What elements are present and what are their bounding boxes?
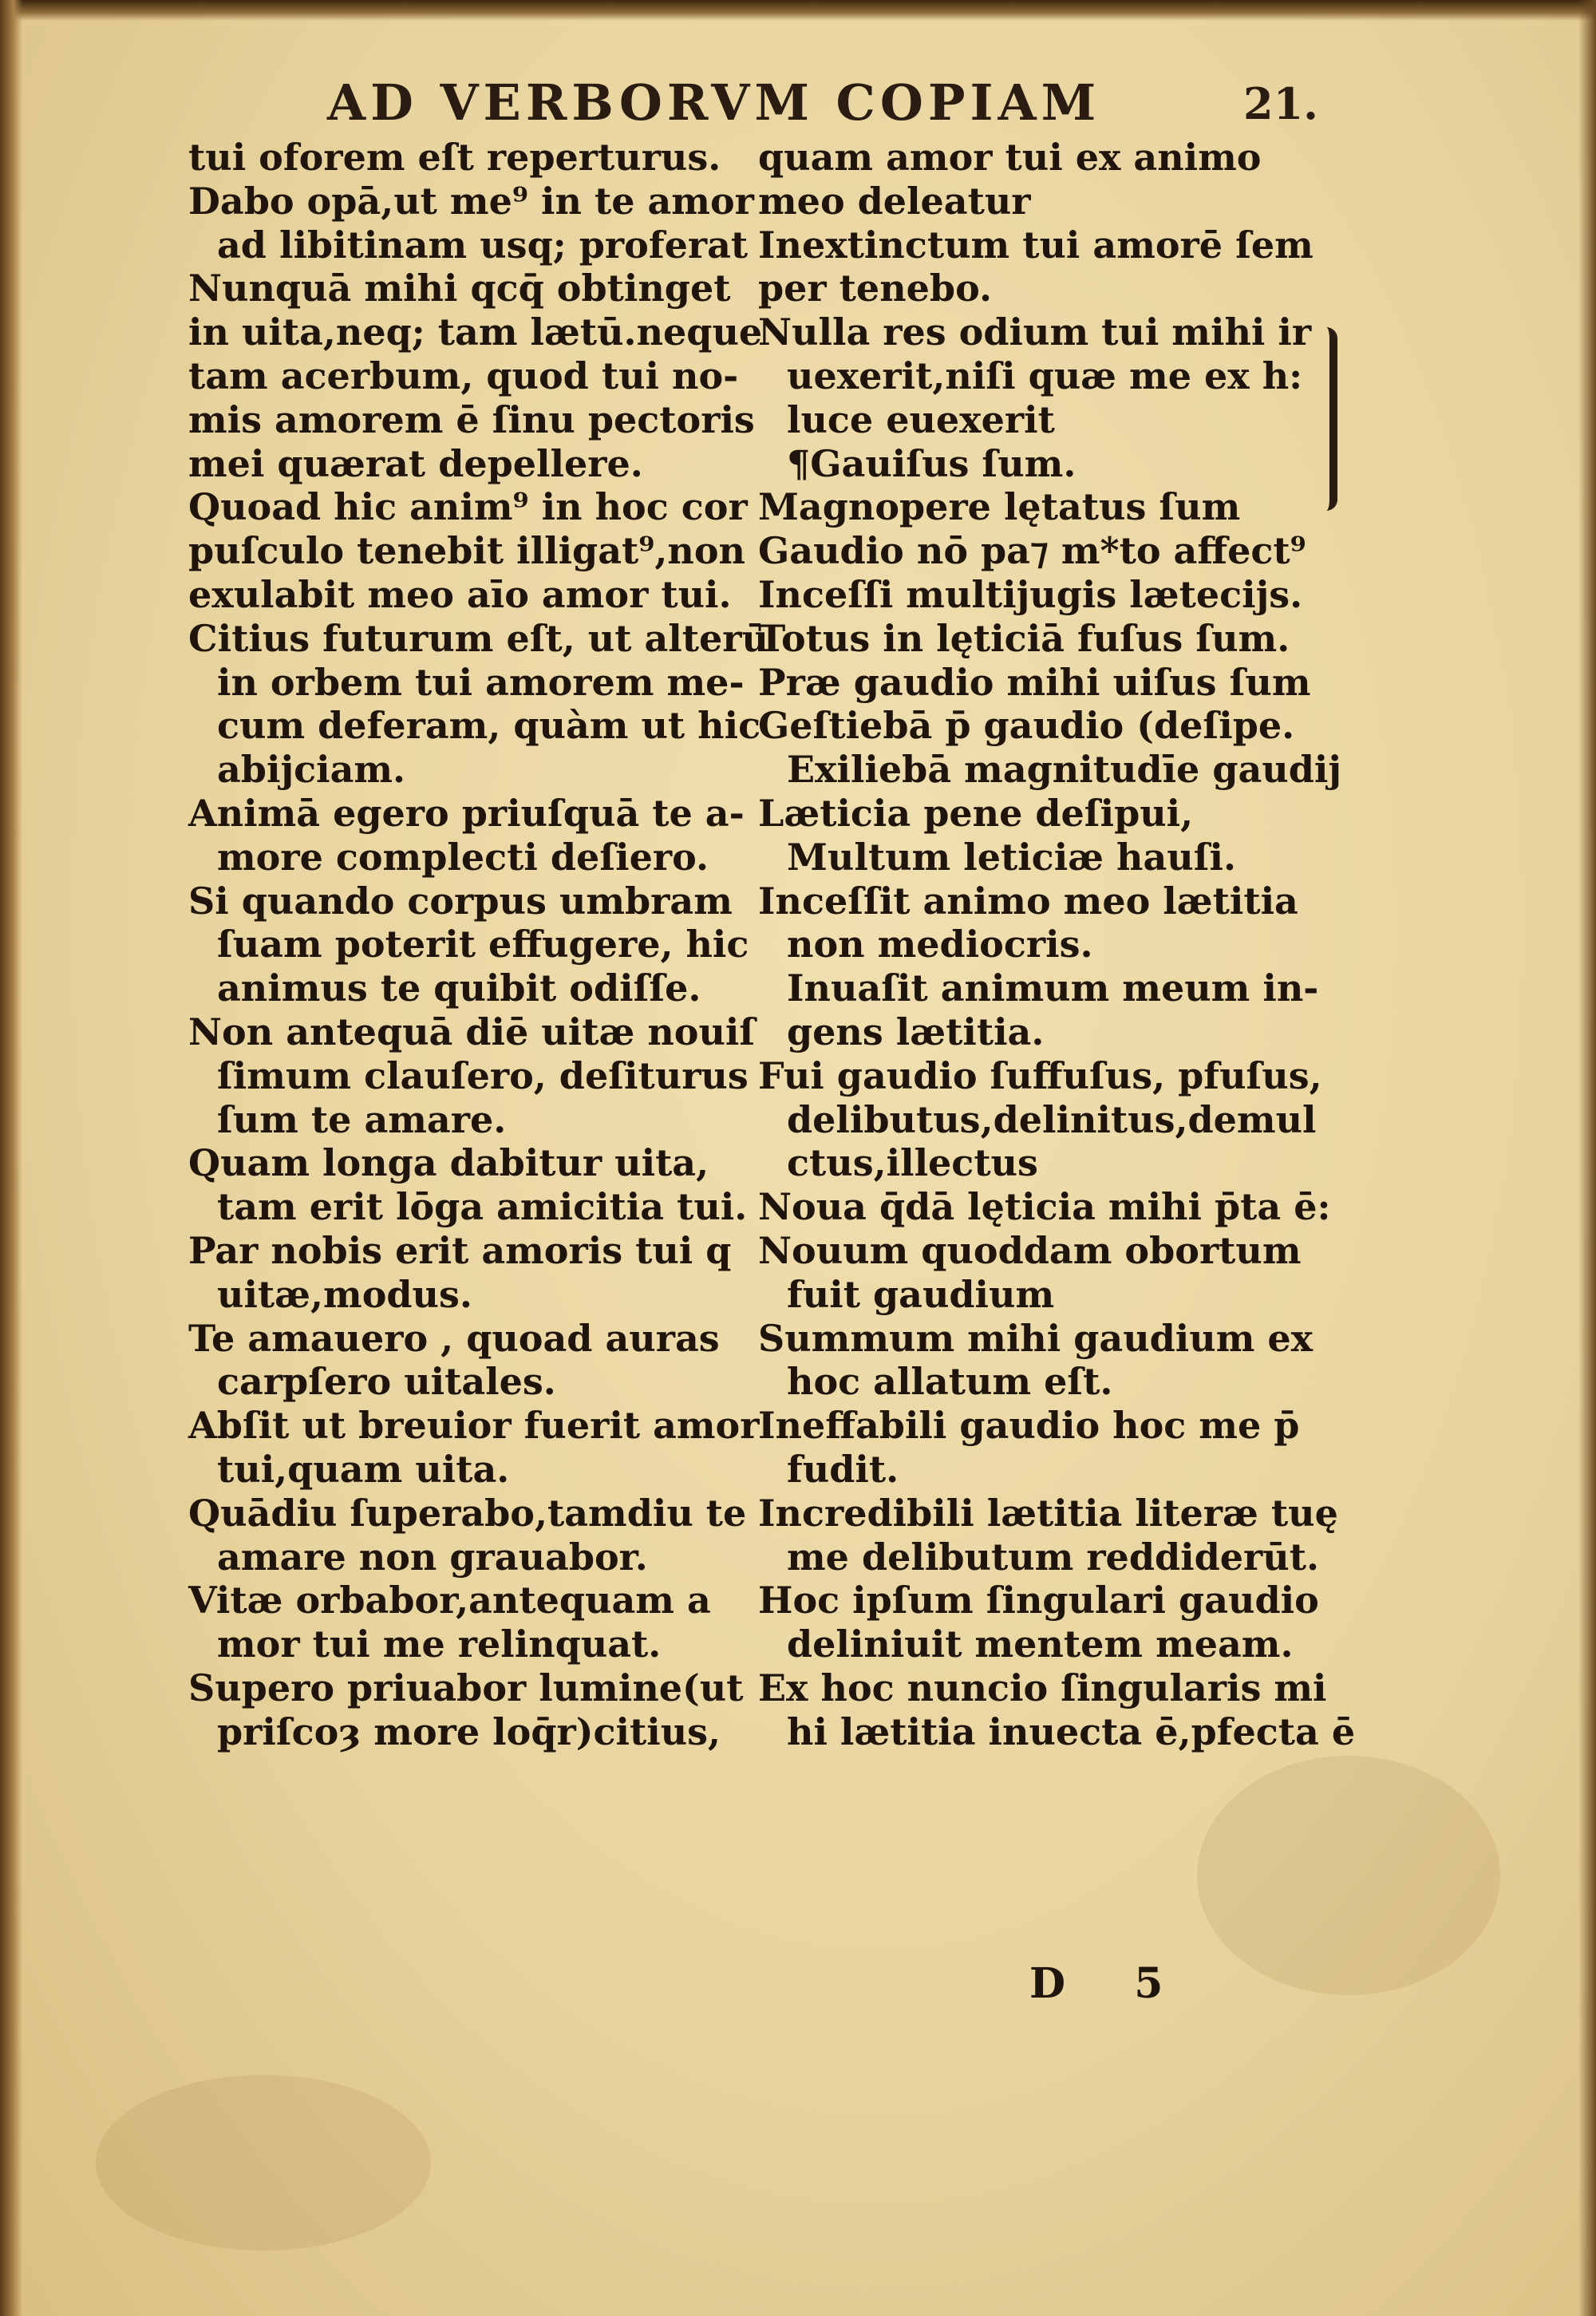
- text-line: Nunquā mihi qcq̄ obtinget: [188, 267, 731, 310]
- text-line: tui,quam uita.: [217, 1447, 510, 1491]
- text-line: Fui gaudio ſuffuſus, pfuſus,: [758, 1053, 1322, 1097]
- text-line: ſuam poterit effugere, hic: [217, 923, 749, 966]
- text-line: Noua q̄dā lęticia mihi p̄ta ē:: [758, 1185, 1331, 1229]
- text-line: Inextinctum tui amorē ſem: [758, 223, 1314, 267]
- text-line: ¶Gauiſus ſum.: [787, 441, 1077, 485]
- text-line: Geſtiebā p̄ gaudio (deſipe.: [758, 704, 1295, 748]
- text-line: Non antequā diē uitæ nouiſ: [188, 1010, 756, 1053]
- text-line: Incredibili lætitia literæ tuę: [758, 1491, 1338, 1535]
- text-line: Te amauero , quoad auras: [188, 1316, 720, 1360]
- text-line: ctus,illectus: [787, 1141, 1038, 1185]
- text-line: exulabit meo aīo amor tui.: [188, 572, 732, 616]
- text-line: Præ gaudio mihi uiſus ſum: [758, 660, 1311, 704]
- text-line: hi lætitia inuecta ē,pfecta ē: [787, 1709, 1356, 1753]
- text-line: in uita,neq; tam lætū.neque: [188, 310, 763, 354]
- text-line: Citius futurum eſt, ut alterū: [188, 616, 768, 660]
- text-line: Quam longa dabitur uita,: [188, 1141, 709, 1185]
- text-line: uitæ,modus.: [217, 1272, 472, 1316]
- text-line: cum deferam, quàm ut hic: [217, 704, 761, 748]
- text-line: non mediocris.: [787, 923, 1093, 966]
- text-line: Multum leticiæ hauſi.: [787, 835, 1237, 879]
- page-number: 21.: [1243, 78, 1318, 129]
- text-line: mei quærat depellere.: [188, 441, 643, 485]
- text-line: Hoc ipſum ſingulari gaudio: [758, 1579, 1319, 1622]
- text-line: ſimum clauſero, deſiturus: [217, 1053, 749, 1097]
- paper-stain: [96, 2075, 431, 2251]
- text-line: delibutus,delinitus,demul: [787, 1097, 1317, 1141]
- text-line: ſum te amare.: [217, 1097, 507, 1141]
- text-line: Quoad hic anim⁹ in hoc cor: [188, 485, 748, 529]
- text-line: Si quando corpus umbram: [188, 879, 733, 923]
- text-line: Gaudio nō pa⁊ m*to affect⁹: [758, 529, 1306, 573]
- page-right-edge: [1578, 0, 1596, 2316]
- text-line: Summum mihi gaudium ex: [758, 1316, 1314, 1360]
- text-line: tam acerbum, quod tui no-: [188, 354, 739, 397]
- text-line: Par nobis erit amoris tui q: [188, 1228, 732, 1272]
- text-line: Exiliebā magnitudīe gaudij: [787, 748, 1342, 792]
- text-line: puſculo tenebit illigat⁹,non: [188, 529, 745, 573]
- text-line: Dabo opā,ut me⁹ in te amor: [188, 179, 754, 223]
- text-line: deliniuit mentem meam.: [787, 1622, 1294, 1666]
- text-line: tui oforem eſt reperturus.: [188, 136, 721, 179]
- text-line: Inuaſit animum meum in-: [787, 966, 1319, 1010]
- running-title: AD VERBORVM COPIAM: [327, 73, 1101, 132]
- text-line: hoc allatum eſt.: [787, 1360, 1113, 1404]
- text-line: Ex hoc nuncio ſingularis mi: [758, 1666, 1327, 1709]
- text-line: uexerit,niſi quæ me ex h:: [787, 354, 1303, 397]
- text-line: Ineffabili gaudio hoc me p̄: [758, 1404, 1300, 1448]
- text-line: quam amor tui ex animo: [758, 136, 1262, 179]
- margin-bracket: [1315, 327, 1337, 511]
- paper-stain: [1197, 1756, 1500, 1995]
- text-line: Totus in lęticiā fuſus ſum.: [758, 616, 1290, 660]
- text-line: abijciam.: [217, 748, 406, 792]
- right-column: [758, 136, 1412, 1753]
- page-binding-edge: [0, 0, 22, 2316]
- text-line: me delibutum reddiderūt.: [787, 1535, 1319, 1579]
- text-line: Quādiu ſuperabo,tamdiu te: [188, 1491, 747, 1535]
- page-top-edge: [0, 0, 1596, 21]
- text-line: Nouum quoddam obortum: [758, 1228, 1302, 1272]
- text-line: priſcoȝ more loq̄r)citius,: [217, 1709, 721, 1753]
- running-head: [0, 73, 1596, 132]
- text-line: Animā egero priuſquā te a-: [188, 791, 745, 835]
- text-line: in orbem tui amorem me-: [217, 660, 745, 704]
- text-line: Læticia pene deſipui,: [758, 791, 1194, 835]
- text-line: carpſero uitales.: [217, 1360, 556, 1404]
- text-line: Magnopere lętatus ſum: [758, 485, 1241, 529]
- text-line: per tenebo.: [758, 267, 992, 310]
- text-line: Inceſſi multijugis lætecijs.: [758, 572, 1303, 616]
- text-line: animus te quibit odiſſe.: [217, 966, 701, 1010]
- text-line: tam erit lōga amicitia tui.: [217, 1185, 748, 1229]
- text-line: Inceſſit animo meo lætitia: [758, 879, 1298, 923]
- text-line: meo deleatur: [758, 179, 1031, 223]
- text-line: ad libitinam usq; proferat: [217, 223, 749, 267]
- signature-mark: D 5: [1029, 1959, 1191, 2008]
- text-line: fuit gaudium: [787, 1272, 1055, 1316]
- text-line: fudit.: [787, 1447, 899, 1491]
- text-line: amare non grauabor.: [217, 1535, 648, 1579]
- text-line: Vitæ orbabor,antequam a: [188, 1579, 711, 1622]
- text-line: Abſit ut breuior fuerit amor: [188, 1404, 760, 1448]
- text-line: Nulla res odium tui mihi ir: [758, 310, 1312, 354]
- left-column: [188, 136, 843, 1753]
- text-line: Supero priuabor lumine(ut: [188, 1666, 744, 1709]
- text-line: mis amorem ē ſinu pectoris: [188, 397, 755, 441]
- text-line: gens lætitia.: [787, 1010, 1045, 1053]
- text-line: more complecti deſiero.: [217, 835, 709, 879]
- text-line: mor tui me relinquat.: [217, 1622, 662, 1666]
- text-line: luce euexerit: [787, 397, 1055, 441]
